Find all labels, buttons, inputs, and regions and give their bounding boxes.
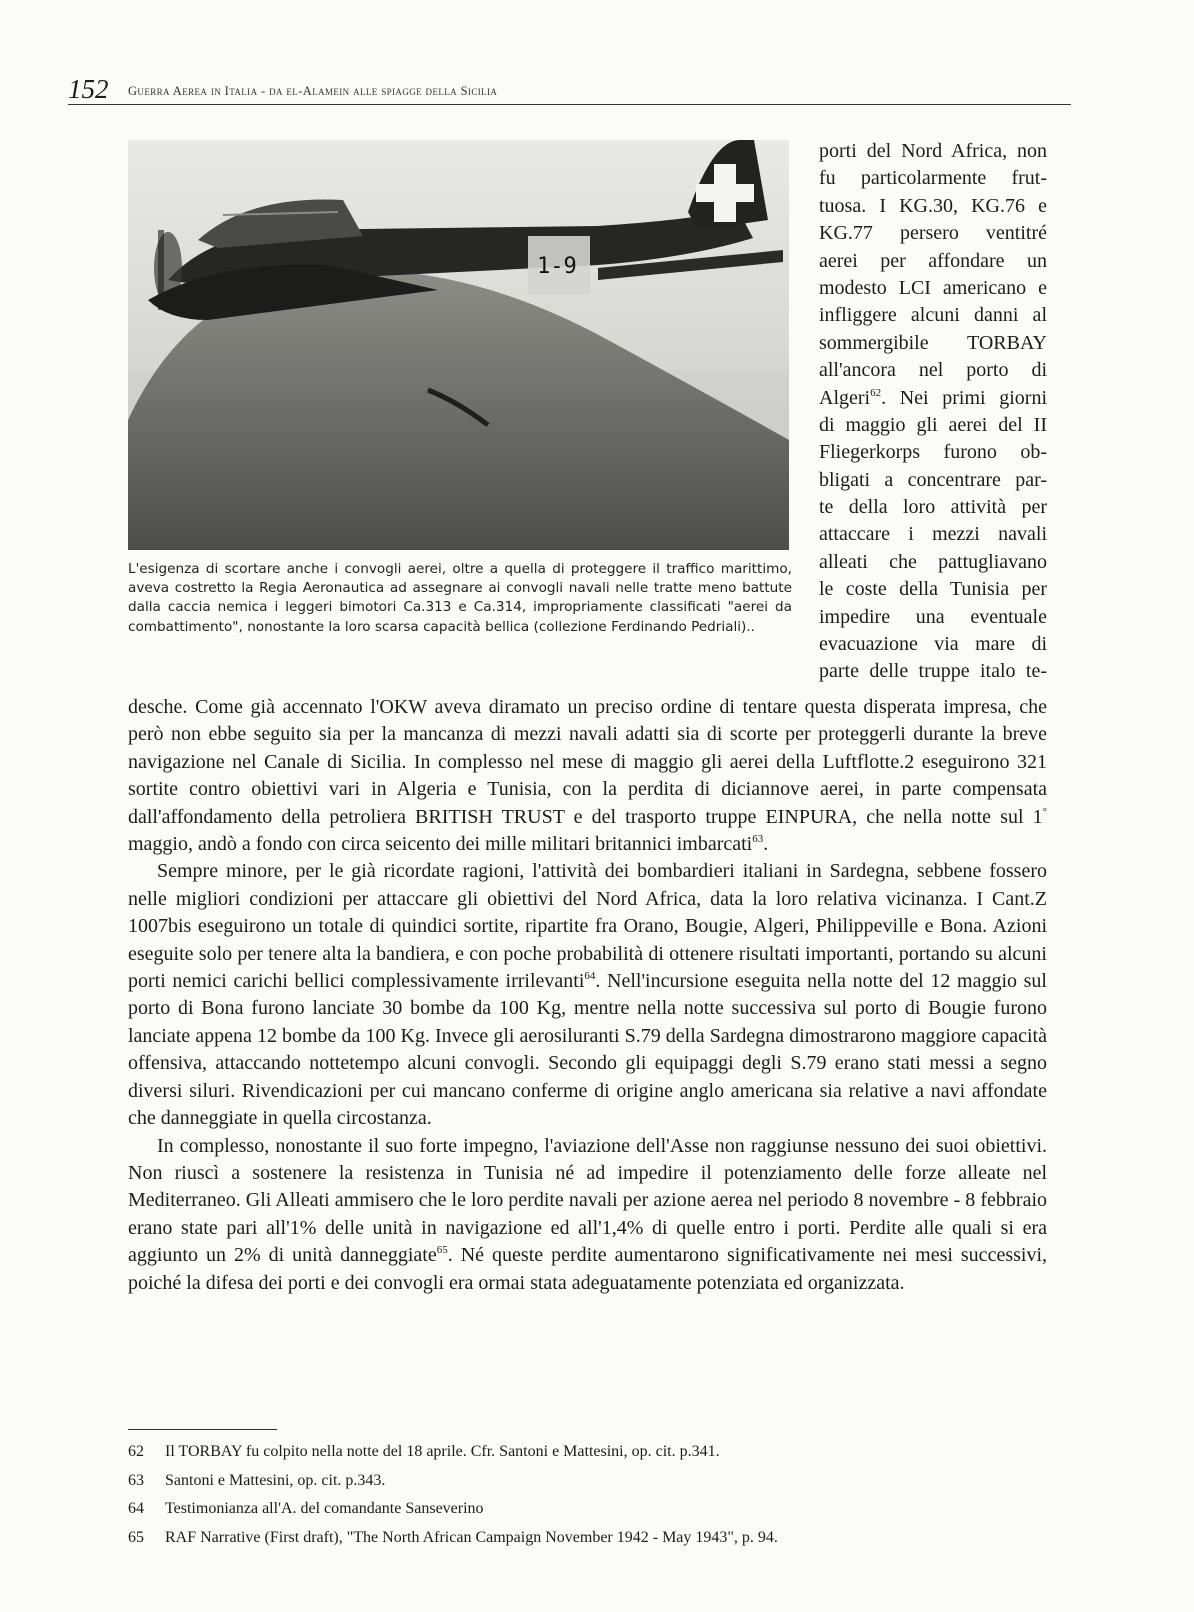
para1-text: desche. Come già accennato l'OKW aveva diramato un preciso ordine di tentare questa disperata impresa, che però non ebbe seguito sia per la mancanza di mezzi navali adatti sia di scorte per proteggerli durante la breve navigazione nel Canale di Sicilia. In complesso nel mese di maggio gli aerei della Luftflotte.2 eseguirono 321 sortite contro obiettivi vari in Algeria e Tunisia, con la perdita di diciannove aerei, in parte compensata dall'affondamento della petroliera BRITISH TRUST e del trasporto truppe EINPURA, che nella notte sul 1	[128, 696, 1047, 828]
side-line: porti del Nord Africa, non	[819, 140, 1047, 162]
footnotes	[128, 1438, 1047, 1552]
footnote-number: 63	[128, 1471, 144, 1489]
para3-text-cont: . Né queste perdite aumentarono significativamente nei mesi successivi, poiché la difesa dei porti e dei convogli era ormai stata adeguatamente potenziata ed organizzata.	[128, 1244, 1047, 1294]
side-line: di maggio gli aerei del II	[819, 413, 1047, 436]
tail-code: 1-9	[537, 254, 577, 279]
footnote-ref-62[interactable]: 62	[870, 386, 882, 399]
side-line: aerei per affondare un	[819, 249, 1047, 272]
degree-sign: °	[1042, 805, 1047, 818]
para3-text: In complesso, nonostante il suo forte impegno, l'aviazione dell'Asse non raggiunse nessuno dei suoi obiettivi. Non riuscì a sostenere la resistenza in Tunisia né ad impedire il potenziamento delle forze alleate nel Mediterraneo. Gli Alleati ammisero che le loro perdite navali per azione aerea nel periodo 8 novembre - 8 febbraio erano state pari all'1% delle unità in navigazione ed all'1,4% di quelle entro i porti. Perdite alle quali si era aggiunto un 2% di unità danneggiate	[128, 1134, 1047, 1267]
side-line: parte delle truppe italo te-	[819, 660, 1047, 683]
side-line: evacuazione via mare di	[819, 633, 1047, 656]
footnote-ref-64[interactable]: 64	[584, 970, 596, 983]
side-line: tuosa. I KG.30, KG.76 e	[819, 194, 1047, 217]
page-number: 152	[68, 74, 109, 104]
side-line: impedire una eventuale	[819, 605, 1047, 628]
side-line-algeri	[819, 385, 1047, 412]
aircraft-photo-drawing	[128, 140, 789, 550]
footnote-text: Santoni e Mattesini, op. cit. p.343.	[165, 1471, 386, 1489]
side-line: fu particolarmente frut-	[819, 167, 1047, 190]
footnote-65	[128, 1524, 1047, 1553]
para1-end: .	[763, 833, 769, 856]
para2-text-cont: . Nell'incursione eseguita nella notte del 12 maggio sul porto di Bona furono lanciate 30 bombe da 100 Kg, mentre nella notte successiva sul porto di Bougie furono lanciate appena 12 bombe da 100 Kg. Invece gli aerosiluranti S.79 della Sardegna dimostrarono maggiore capacità offensiva, attaccando nottetempo alcuni convogli. Secondo gli equipaggi degli S.79 erano stati messi a segno diversi siluri. Rivendicazioni per cui mancano conferme di origine anglo americana sia relative a navi affondate che danneggiate in quella circostanza.	[128, 970, 1047, 1130]
side-column-text	[819, 138, 1047, 686]
footnote-text: Testimonianza all'A. del comandante Sanseverino	[165, 1500, 484, 1517]
footnote-63	[128, 1467, 1047, 1496]
footnote-text: Il TORBAY fu colpito nella notte del 18 aprile. Cfr. Santoni e Mattesini, op. cit. p.341.	[165, 1443, 720, 1460]
footnote-divider	[128, 1429, 277, 1430]
running-title: Guerra Aerea in Italia - da el-Alamein alle spiagge della Sicilia	[128, 84, 498, 98]
paragraph-2	[128, 858, 1047, 1132]
page-header	[68, 74, 1071, 105]
footnote-text: RAF Narrative (First draft), "The North African Campaign November 1942 - May 1943", p. 94.	[165, 1528, 778, 1546]
side-line: all'ancora nel porto di	[819, 359, 1047, 382]
side-line: attaccare i mezzi navali	[819, 523, 1047, 546]
photo-caption: L'esigenza di scortare anche i convogli aerei, oltre a quella di proteggere il traffico marittimo, aveva costretto la Regia Aeronautica ad assegnare ai convogli navali nelle tratte meno battute dalla caccia nemica i leggeri bimotori Ca.313 e Ca.314, impropriamente classificati "aerei da combattimento", nonostante la loro scarsa capacità bellica (collezione Ferdinando Pedriali)..	[128, 561, 792, 635]
side-line: Fliegerkorps furono ob-	[819, 441, 1047, 464]
side-line: modesto LCI americano e	[819, 276, 1047, 299]
para1-text-cont: maggio, andò a fondo con circa seicento dei mille militari britannici imbarcati	[128, 833, 753, 856]
side-line: bligati a concentrare par-	[819, 468, 1047, 491]
footnote-ref-65[interactable]: 65	[436, 1244, 448, 1257]
footnote-number: 64	[128, 1500, 144, 1517]
side-line: KG.77 persero ventitré	[819, 222, 1047, 245]
para2-text: Sempre minore, per le già ricordate ragioni, l'attività dei bombardieri italiani in Sardegna, sebbene fossero nelle migliori condizioni per attaccare gli obiettivi del Nord Africa, data la loro relativa vicinanza. I Cant.Z 1007bis eseguirono un totale di quindici sortite, ripartite fra Orano, Bougie, Algeri, Philippeville e Bona. Azioni eseguite solo per tenere alta la bandiera, e con poche probabilità di ottenere risultati importanti, portando su alcuni porti nemici carichi bellici complessivamente irrilevanti	[128, 860, 1047, 993]
side-line-algeri-word: Algeri	[819, 386, 871, 409]
side-line: alleati che pattugliavano	[819, 550, 1047, 573]
footnote-64	[128, 1495, 1047, 1524]
side-line: le coste della Tunisia per	[819, 578, 1047, 601]
paragraph-1	[128, 694, 1047, 858]
side-line: te della loro attività per	[819, 496, 1047, 519]
side-line: sommergibile TORBAY	[819, 331, 1047, 354]
footnote-62	[128, 1438, 1047, 1467]
body-text	[128, 694, 1047, 1297]
aircraft-photo	[128, 140, 789, 550]
footnote-number: 65	[128, 1528, 144, 1546]
footnote-number: 62	[128, 1443, 144, 1460]
side-line-algeri-tail: . Nei primi giorni	[881, 386, 1047, 409]
paragraph-3	[128, 1133, 1047, 1297]
side-line: infliggere alcuni danni al	[819, 304, 1047, 327]
footnote-ref-63[interactable]: 63	[752, 833, 764, 846]
